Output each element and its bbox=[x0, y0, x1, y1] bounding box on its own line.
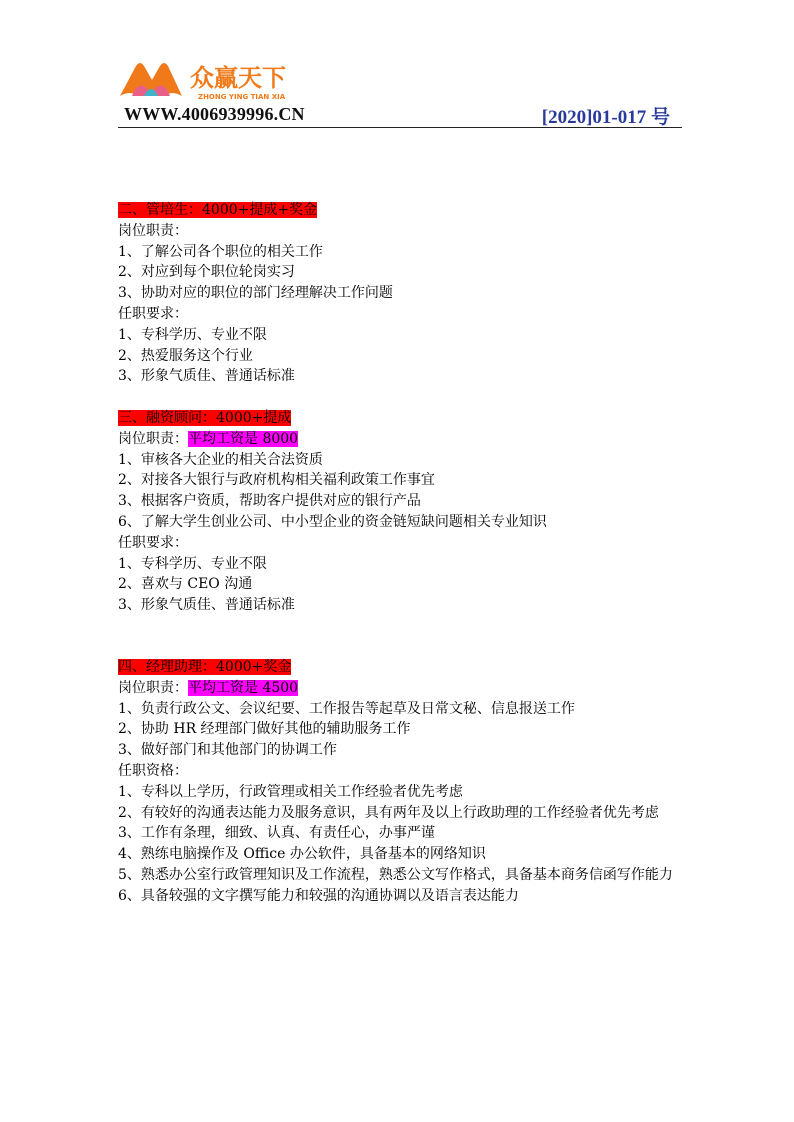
requirement-item: 3、形象气质佳、普通话标准 bbox=[118, 368, 295, 385]
duty-item: 6、了解大学生创业公司、中小型企业的资金链短缺问题相关专业知识 bbox=[118, 513, 547, 530]
requirement-item: 3、工作有条理，细致、认真、有责任心，办事严谨 bbox=[118, 825, 435, 842]
requirements-label: 任职要求： bbox=[118, 534, 188, 551]
requirement-item: 3、形象气质佳、普通话标准 bbox=[118, 597, 295, 614]
company-logo bbox=[118, 56, 318, 104]
duty-item: 2、对应到每个职位轮岗实习 bbox=[118, 264, 295, 281]
requirements-label: 任职要求： bbox=[118, 305, 188, 322]
section-title: 三、融资顾问：4000+提成 bbox=[118, 409, 292, 426]
requirement-item: 6、具备较强的文字撰写能力和较强的沟通协调以及语言表达能力 bbox=[118, 887, 519, 904]
document-number: [2020]01-017 号 bbox=[541, 107, 670, 128]
salary-note: 平均工资是 4500 bbox=[188, 679, 299, 696]
duty-item: 2、对接各大银行与政府机构相关福利政策工作事宜 bbox=[118, 472, 435, 489]
requirement-item: 2、热爱服务这个行业 bbox=[118, 347, 253, 364]
duty-item: 1、审核各大企业的相关合法资质 bbox=[118, 451, 323, 468]
requirement-item: 2、有较好的沟通表达能力及服务意识，具有两年及以上行政助理的工作经验者优先考虑 bbox=[118, 804, 659, 821]
document-body bbox=[118, 200, 680, 907]
header-rule bbox=[118, 127, 682, 128]
duty-item: 3、根据客户资质，帮助客户提供对应的银行产品 bbox=[118, 493, 421, 510]
duties-label: 岗位职责： bbox=[118, 222, 188, 239]
section-title: 四、经理助理：4000+奖金 bbox=[118, 658, 292, 675]
requirement-item: 5、熟悉办公室行政管理知识及工作流程，熟悉公文写作格式，具备基本商务信函写作能力 bbox=[118, 866, 673, 883]
requirement-item: 1、专科以上学历，行政管理或相关工作经验者优先考虑 bbox=[118, 783, 463, 800]
requirement-item: 1、专科学历、专业不限 bbox=[118, 555, 267, 572]
duties-label: 岗位职责：平均工资是 4500 bbox=[118, 679, 299, 696]
section-title: 二、管培生：4000+提成+奖金 bbox=[118, 202, 318, 218]
requirement-item: 1、专科学历、专业不限 bbox=[118, 326, 267, 343]
duty-item: 1、负责行政公文、会议纪要、工作报告等起草及日常文秘、信息报送工作 bbox=[118, 700, 575, 717]
logo-chinese-name: 众赢天下 bbox=[190, 64, 286, 92]
requirement-item: 4、熟练电脑操作及 Office 办公软件，具备基本的网络知识 bbox=[118, 846, 486, 863]
duty-item: 2、协助 HR 经理部门做好其他的辅助服务工作 bbox=[118, 721, 411, 738]
salary-note: 平均工资是 8000 bbox=[188, 430, 299, 447]
logo-pinyin: ZHONG YING TIAN XIA bbox=[198, 93, 286, 101]
duties-label: 岗位职责：平均工资是 8000 bbox=[118, 430, 299, 447]
duty-item: 1、了解公司各个职位的相关工作 bbox=[118, 243, 323, 260]
duty-item: 3、做好部门和其他部门的协调工作 bbox=[118, 742, 337, 759]
website-url: WWW.4006939996.CN bbox=[124, 104, 305, 124]
requirement-item: 2、喜欢与 CEO 沟通 bbox=[118, 576, 253, 593]
requirements-label: 任职资格： bbox=[118, 762, 188, 779]
duty-item: 3、协助对应的职位的部门经理解决工作问题 bbox=[118, 285, 393, 302]
